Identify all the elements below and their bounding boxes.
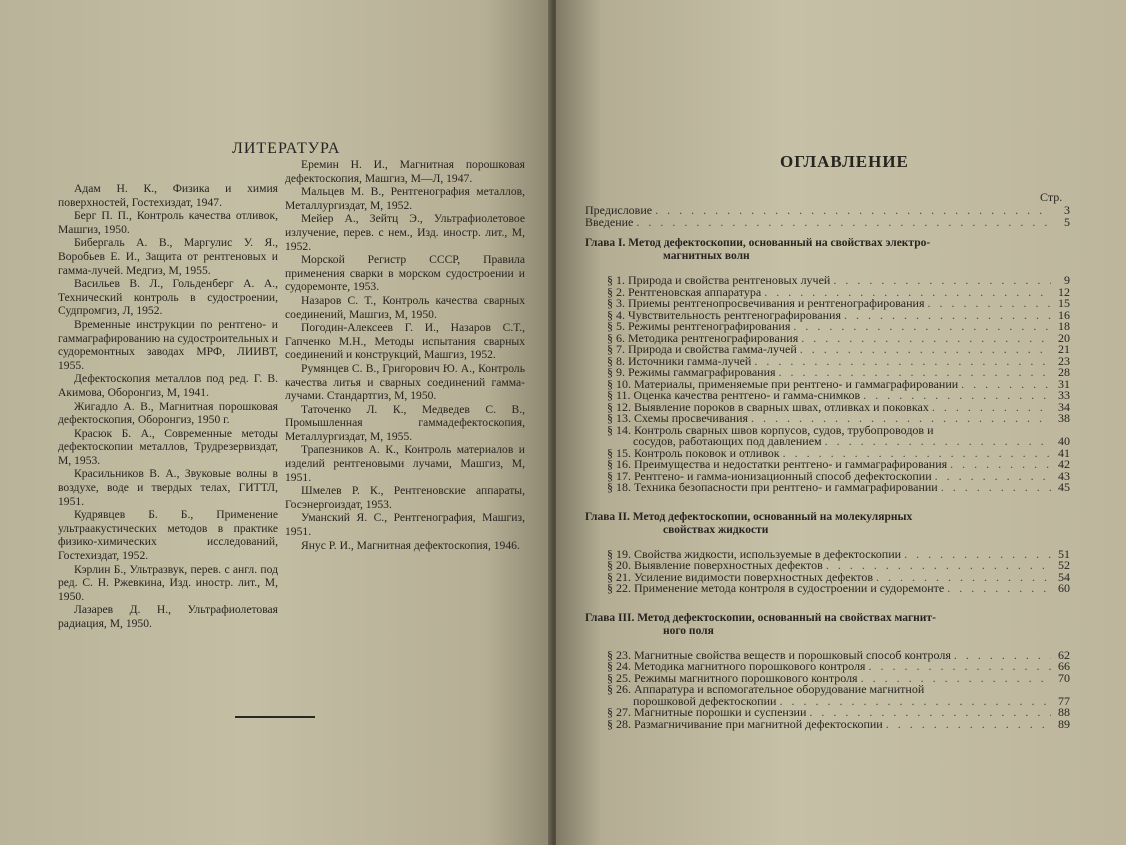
toc-page-number: 20 (1058, 330, 1070, 345)
toc-page-number: 43 (1058, 468, 1070, 483)
toc-entry-label: § 23. Магнитные свойства веществ и порошковый способ контроля (607, 647, 951, 662)
toc-entry-label: § 10. Материалы, применяемые при рентгено- и гаммаграфировании (607, 376, 959, 391)
toc-entry-label: § 26. Аппаратура и вспомогательное оборудование магнитной (607, 682, 925, 696)
chapter-heading[interactable] (585, 612, 1070, 638)
bibliography-entry: Румянцев С. В., Григорович Ю. А., Контроль качества литья и сварных соединений гамма-лучами. Стандартгиз, М, 1950. (285, 361, 525, 403)
leader-dots (935, 471, 1051, 483)
toc-page-number: 45 (1058, 480, 1070, 494)
toc-entry-label: § 12. Выявление пороков в сварных швах, отливках и поковках (607, 399, 929, 414)
toc-entry-label: § 13. Схемы просвечивания (607, 411, 749, 425)
toc-page-number: 16 (1058, 307, 1070, 322)
toc-page-number: 28 (1058, 365, 1070, 379)
toc-entry-label: § 2. Рентгеновская аппаратура (607, 284, 762, 299)
bibliography-entry: Погодин-Алексеев Г. И., Назаров С.Т., Гапченко М.Н., Методы испытания сварных соединений и конструкций, Машгиз, 1952. (285, 321, 525, 362)
leader-dots (927, 298, 1051, 310)
chapter-title-line: Глава III. Метод дефектоскопии, основанный на свойствах магнит- (585, 611, 936, 624)
toc-page-number: 9 (1064, 273, 1070, 287)
leader-dots (754, 356, 1051, 368)
leader-dots (950, 459, 1051, 471)
toc-page-number: 89 (1058, 716, 1070, 731)
bibliography-entry: Еремин Н. И., Магнитная порошковая дефектоскопия, Машгиз, М—Л, 1947. (285, 158, 525, 185)
toc-page-number: 18 (1058, 319, 1070, 333)
chapter-title-line: свойствах жидкости (663, 523, 769, 536)
toc-page-number: 34 (1058, 399, 1070, 414)
toc-entry-label: § 20. Выявление поверхностных дефектов (607, 558, 823, 572)
chapter-heading[interactable] (585, 511, 1070, 537)
toc-page-number: 62 (1058, 647, 1070, 662)
toc-page-number: 12 (1058, 284, 1070, 299)
toc-page-number: 41 (1058, 445, 1070, 460)
toc-entry[interactable] (585, 482, 1070, 494)
leader-dots (779, 696, 1051, 708)
toc-entry-label: § 11. Оценка качества рентгено- и гамма-снимков (607, 388, 861, 402)
page-column-header: Стр. (1040, 190, 1063, 204)
leader-dots (904, 549, 1051, 561)
toc-entry-label: § 7. Природа и свойства гамма-лучей (607, 342, 797, 356)
bibliography-entry: Васильев В. Л., Гольденберг А. А., Технический контроль в судостроении, Судпромгиз, Л, 1952. (58, 277, 278, 318)
toc-entry-label: § 4. Чувствительность рентгенографирования (607, 307, 841, 322)
toc-title: ОГЛАВЛЕНИЕ (780, 152, 909, 171)
bibliography-entry: Берг П. П., Контроль качества отливок, Машгиз, 1950. (58, 209, 278, 236)
toc-entry-label: порошковой дефектоскопии (633, 693, 777, 708)
end-rule (235, 716, 315, 718)
toc-entry-label: § 14. Контроль сварных швов корпусов, судов, трубопроводов и (607, 422, 934, 437)
toc-entry-label: § 17. Рентгено- и гамма-ионизационный способ дефектоскопии (607, 468, 932, 483)
bibliography-entry: Уманский Я. С., Рентгенография, Машгиз, 1951. (285, 511, 525, 539)
bibliography-entry: Адам Н. К., Физика и химия поверхностей, Гостехиздат, 1947. (58, 182, 278, 209)
leader-dots (833, 275, 1051, 287)
toc-entry-label: § 24. Методика магнитного порошкового контроля (607, 659, 866, 673)
toc-entry-label: сосудов, работающих под давлением (633, 434, 822, 448)
leader-dots (655, 205, 1051, 217)
toc-page-number: 40 (1058, 434, 1070, 448)
toc-entry[interactable] (585, 205, 1070, 217)
bibliography-title: ЛИТЕРАТУРА (232, 140, 341, 157)
bibliography-entry: Мейер А., Зейтц Э., Ультрафиолетовое излучение, перев. с нем., Изд. иностр. лит., М, 1952. (285, 212, 525, 253)
bibliography-entry: Трапезников А. К., Контроль материалов и изделий рентгеновыми лучами, Машгиз, М, 1951. (285, 443, 525, 484)
bibliography-entry: Жигадло А. В., Магнитная порошковая дефектоскопия, Оборонгиз, 1950 г. (58, 399, 278, 427)
bibliography-column-right (285, 158, 525, 552)
toc-entry-label: § 9. Режимы гаммаграфирования (607, 365, 776, 379)
bibliography-column-left (58, 182, 278, 631)
bibliography-entry: Морской Регистр СССР, Правила применения сварки в морском судостроении и судоремонте, 1953. (285, 253, 525, 294)
toc-entry-label: § 1. Природа и свойства рентгеновых лучей (607, 273, 831, 287)
toc-page-number: 66 (1058, 659, 1070, 673)
toc-page-number: 51 (1058, 546, 1070, 561)
toc-entry-label: § 28. Размагничивание при магнитной дефектоскопии (607, 716, 883, 731)
bibliography-entry: Мальцев М. В., Рентгенография металлов, Металлургиздат, М, 1952. (285, 185, 525, 212)
toc-entry-label: Предисловие (585, 203, 653, 217)
leader-dots (636, 217, 1051, 229)
chapter-title-line: ного поля (663, 624, 714, 637)
toc-entry[interactable] (585, 214, 1070, 229)
toc-entry-label: § 19. Свойства жидкости, используемые в дефектоскопии (607, 546, 902, 561)
chapter-title-line: Глава I. Метод дефектоскопии, основанный на свойствах электро- (585, 237, 931, 249)
toc-page-number: 15 (1058, 296, 1070, 310)
toc-page-number: 33 (1058, 388, 1070, 402)
toc-page-number: 5 (1064, 214, 1070, 229)
toc-entry-label: § 16. Преимущества и недостатки рентгено- и гаммаграфирования (607, 457, 948, 471)
leader-dots (954, 650, 1051, 662)
bibliography-entry: Дефектоскопия металлов под ред. Г. В. Акимова, Оборонгиз, М, 1941. (58, 372, 278, 399)
toc-page-number: 88 (1058, 705, 1070, 719)
chapter-title-line: Глава II. Метод дефектоскопии, основанный на молекулярных (585, 510, 913, 523)
toc-entry-label: § 3. Приемы рентгенопросвечивания и рентгенографирования (607, 296, 925, 310)
bibliography-entry: Бибергаль А. В., Маргулис У. Я., Воробьев Е. И., Защита от рентгеновых и гамма-лучей. Медгиз, М, 1955. (58, 236, 278, 277)
left-page (0, 0, 552, 845)
leader-dots (932, 402, 1051, 414)
chapter-heading[interactable] (585, 237, 1070, 263)
toc-page-number: 23 (1058, 353, 1070, 368)
table-of-contents (585, 205, 1070, 738)
bibliography-entry: Кэрлин Б., Ультразвук, перев. с англ. под ред. С. Н. Ржевкина, Изд. иностр. лит., М, 1950. (58, 562, 278, 603)
bibliography-entry: Таточенко Л. К., Медведев С. В., Промышленная гаммадефектоскопия, Металлургиздат, М, 1955. (285, 402, 525, 443)
leader-dots (868, 661, 1051, 673)
toc-page-number: 60 (1058, 581, 1070, 595)
toc-page-number: 31 (1058, 376, 1070, 391)
toc-entry-label: § 18. Техника безопасности при рентгено- и гаммаграфировании (607, 480, 938, 494)
toc-entry-label: § 25. Режимы магнитного порошкового контроля (607, 670, 858, 685)
toc-entry-label: § 21. Усиление видимости поверхностных дефектов (607, 569, 874, 584)
leader-dots (825, 436, 1051, 448)
toc-page-number: 38 (1058, 411, 1070, 425)
leader-dots (886, 719, 1051, 731)
toc-entry[interactable] (585, 583, 1070, 595)
toc-page-number: 21 (1058, 342, 1070, 356)
leader-dots (947, 583, 1051, 595)
bibliography-entry: Шмелев Р. К., Рентгеновские аппараты, Госэнергоиздат, 1953. (285, 484, 525, 511)
bibliography-entry: Кудрявцев Б. Б., Применение ультраакустических методов в практике физико-химических исследований, Гостехиздат, 1952. (58, 508, 278, 563)
leader-dots (793, 321, 1051, 333)
toc-page-number: 77 (1058, 693, 1070, 708)
bibliography-entry: Назаров С. Т., Контроль качества сварных соединений, Машгиз, М, 1950. (285, 293, 525, 321)
toc-entry-label: § 6. Методика рентгенографирования (607, 330, 799, 345)
bibliography-entry: Лазарев Д. Н., Ультрафиолетовая радиация, М, 1950. (58, 603, 278, 630)
chapter-title-line: магнитных волн (663, 250, 750, 262)
toc-entry-label: § 8. Источники гамма-лучей (607, 353, 752, 368)
toc-page-number: 3 (1064, 203, 1070, 217)
toc-entry[interactable] (585, 716, 1070, 731)
toc-page-number: 54 (1058, 569, 1070, 584)
bibliography-entry: Временные инструкции по рентгено- и гаммаграфированию на судостроительных и судоремонтных заводах МРФ, ЛИИВТ, 1955. (58, 317, 278, 372)
leader-dots (800, 344, 1051, 356)
bibliography-entry: Красильников В. А., Звуковые волны в воздухе, воде и твердых телах, ГИТТЛ, 1951. (58, 467, 278, 508)
toc-entry-label: § 27. Магнитные порошки и суспензии (607, 705, 807, 719)
toc-page-number: 42 (1058, 457, 1070, 471)
toc-entry-label: § 5. Режимы рентгенографирования (607, 319, 791, 333)
leader-dots (801, 333, 1051, 345)
bibliography-entry: Янус Р. И., Магнитная дефектоскопия, 1946. (301, 538, 520, 552)
toc-entry-label: § 15. Контроль поковок и отливок (607, 445, 780, 460)
leader-dots (941, 482, 1051, 494)
toc-entry-label: Введение (585, 214, 634, 229)
leader-dots (844, 310, 1051, 322)
leader-dots (961, 379, 1051, 391)
toc-page-number: 52 (1058, 558, 1070, 572)
toc-page-number: 70 (1058, 670, 1070, 685)
toc-entry-label: § 22. Применение метода контроля в судостроении и судоремонте (607, 581, 945, 595)
bibliography-entry: Красюк Б. А., Современные методы дефектоскопии металлов, Трудрезервиздат, М, 1953. (58, 426, 278, 467)
